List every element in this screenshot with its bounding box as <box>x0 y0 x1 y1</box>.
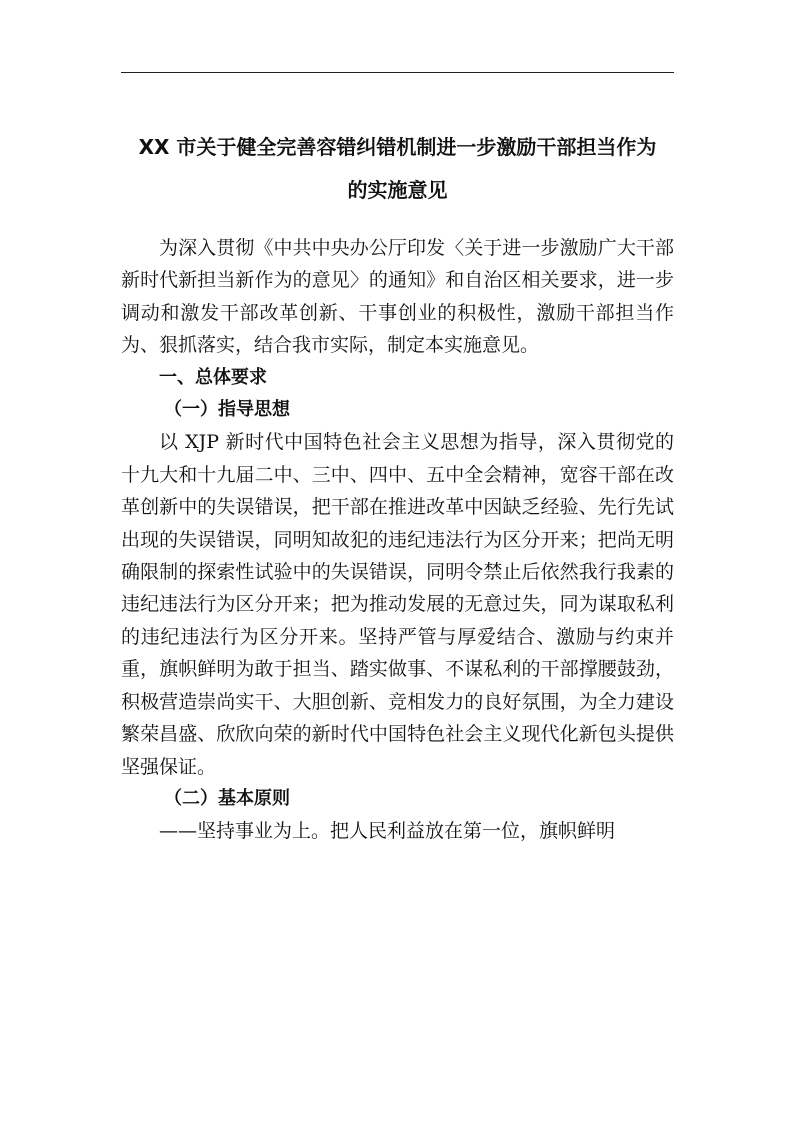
basic-principles-paragraph: ——坚持事业为上。把人民利益放在第一位，旗帜鲜明 <box>159 820 616 843</box>
subsection-heading-basic-principles: （二）基本原则 <box>164 787 290 809</box>
section-heading-general-requirements: 一、总体要求 <box>159 366 267 388</box>
document-title-line-1: XX 市关于健全完善容错纠错机制进一步激励干部担当作为 <box>138 135 657 159</box>
subsection-heading-guiding-thought: （一）指导思想 <box>164 399 290 421</box>
document-title-line-2: 的实施意见 <box>347 178 448 202</box>
intro-paragraph: 为深入贯彻《中共中央办公厅印发〈关于进一步激励广大干部新时代新担当新作为的意见〉的通知》和自治区相关要求，进一步调动和激发干部改革创新、干事创业的积极性，激励干部担当作为、狠抓落实，结合我市实际，制定本实施意见。 <box>121 237 674 357</box>
document-body <box>121 232 674 848</box>
guiding-thought-paragraph: 以 XJP 新时代中国特色社会主义思想为指导，深入贯彻党的十九大和十九届二中、三中、四中、五中全会精神，宽容干部在改革创新中的失误错误，把干部在推进改革中因缺乏经验、先行先试出现的失误错误，同明知故犯的违纪违法行为区分开来；把尚无明确限制的探索性试验中的失误错误，同明令禁止后依然我行我素的违纪违法行为区分开来；把为推动发展的无意过失，同为谋取私利的违纪违法行为区分开来。坚持严管与厚爱结合、激励与约束并重，旗帜鲜明为敢于担当、踏实做事、不谋私利的干部撑腰鼓劲，积极营造崇尚实干、大胆创新、竞相发力的良好氛围，为全力建设繁荣昌盛、欣欣向荣的新时代中国特色社会主义现代化新包头提供坚强保证。 <box>121 431 674 778</box>
header-rule <box>121 72 674 73</box>
